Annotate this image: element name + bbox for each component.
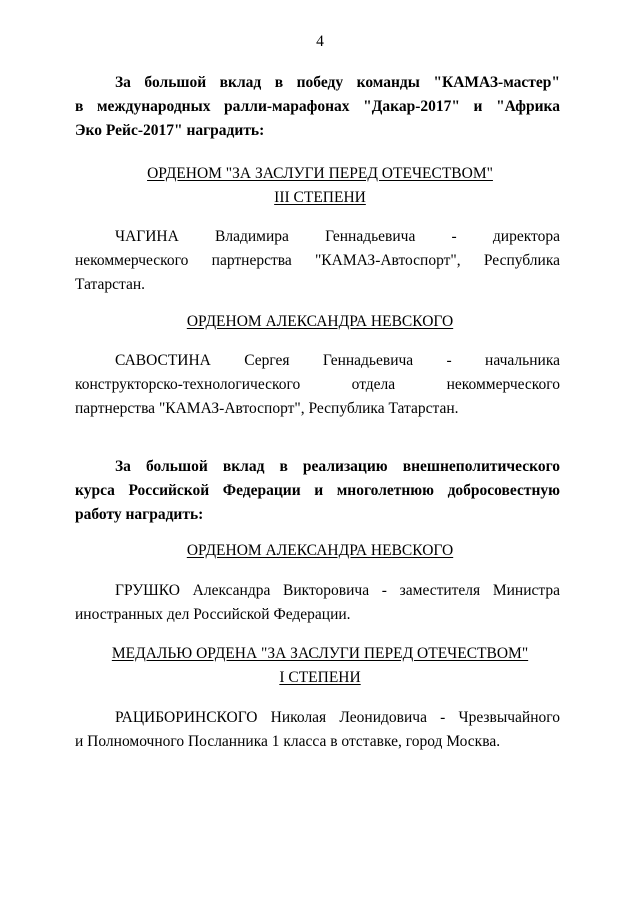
recipient-grushko-line-1: ГРУШКО Александра Викторовича - заместителя Министра: [115, 582, 560, 599]
award-order-nevsky-title-1: ОРДЕНОМ АЛЕКСАНДРА НЕВСКОГО: [186, 313, 454, 330]
recipient-ratsiborinsky-line-1: РАЦИБОРИНСКОГО Николая Леонидовича - Чрезвычайного: [115, 709, 560, 726]
recipient-chagin: [75, 225, 560, 297]
award-order-merit-3-heading: [0, 162, 640, 210]
section2-intro: [75, 455, 560, 527]
award-order-nevsky-heading-1: [0, 310, 640, 334]
recipient-savostin-line-3: партнерства "КАМАЗ-Автоспорт", Республика Татарстан.: [75, 400, 459, 417]
recipient-ratsiborinsky-line-2: и Полномочного Посланника 1 класса в отставке, город Москва.: [75, 733, 501, 750]
award-order-nevsky-title-2: ОРДЕНОМ АЛЕКСАНДРА НЕВСКОГО: [186, 542, 454, 559]
recipient-chagin-line-3: Татарстан.: [75, 276, 146, 293]
award-medal-merit-1-line-1: МЕДАЛЬЮ ОРДЕНА "ЗА ЗАСЛУГИ ПЕРЕД ОТЕЧЕСТВОМ": [111, 645, 529, 662]
recipient-savostin-line-1: САВОСТИНА Сергея Геннадьевича - начальника: [115, 352, 560, 369]
award-order-merit-3-line-2: III СТЕПЕНИ: [274, 189, 366, 206]
award-medal-merit-1-heading: [0, 642, 640, 690]
section1-intro-line-1: За большой вклад в победу команды "КАМАЗ-мастер": [115, 74, 560, 91]
recipient-chagin-line-1: ЧАГИНА Владимира Геннадьевича - директора: [115, 228, 560, 245]
recipient-grushko-line-2: иностранных дел Российской Федерации.: [75, 606, 351, 623]
award-order-nevsky-heading-2: [0, 539, 640, 563]
section1-intro: [75, 71, 560, 143]
award-medal-merit-1-line-2: I СТЕПЕНИ: [279, 669, 361, 686]
section1-intro-line-2: в международных ралли-марафонах "Дакар-2017" и "Африка: [75, 98, 560, 115]
recipient-savostin-line-2: конструкторско-технологического отдела некоммерческого: [75, 376, 560, 393]
page-number: 4: [316, 33, 324, 50]
recipient-grushko: [75, 579, 560, 627]
section1-intro-line-3: Эко Рейс-2017" наградить:: [75, 122, 265, 139]
section2-intro-line-1: За большой вклад в реализацию внешнеполитического: [115, 458, 560, 475]
section2-intro-line-3: работу наградить:: [75, 506, 204, 523]
recipient-savostin: [75, 349, 560, 421]
section2-intro-line-2: курса Российской Федерации и многолетнюю добросовестную: [75, 482, 560, 499]
recipient-ratsiborinsky: [75, 706, 560, 754]
recipient-chagin-line-2: некоммерческого партнерства "КАМАЗ-Автоспорт", Республика: [75, 252, 560, 269]
award-order-merit-3-line-1: ОРДЕНОМ "ЗА ЗАСЛУГИ ПЕРЕД ОТЕЧЕСТВОМ": [147, 165, 493, 182]
